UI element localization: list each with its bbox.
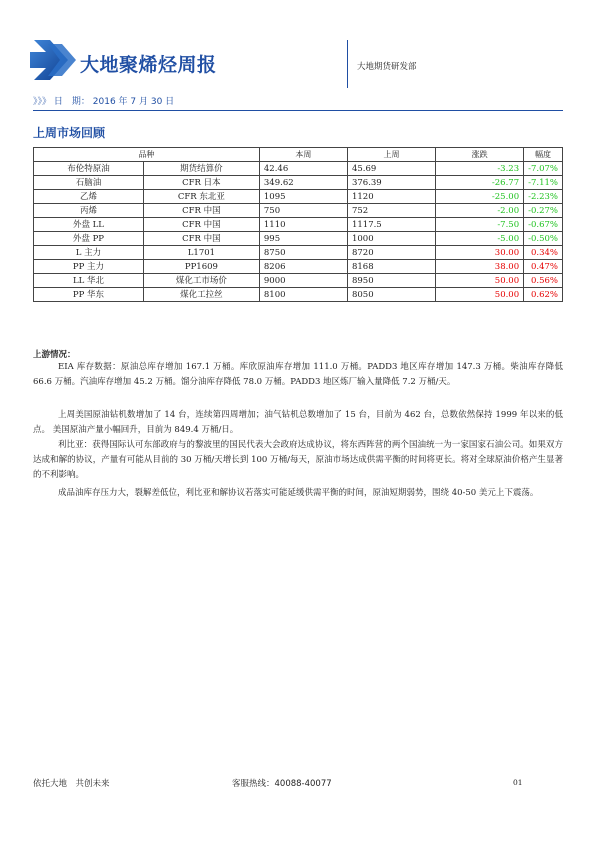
cell-name: 丙烯	[34, 204, 144, 218]
cell-spec: CFR 中国	[143, 232, 259, 246]
cell-last-week: 752	[347, 204, 435, 218]
cell-percent: -0.67%	[524, 218, 563, 232]
cell-change: 38.00	[436, 260, 524, 274]
header-divider	[347, 40, 348, 88]
header-last-week: 上周	[347, 148, 435, 162]
cell-change: -2.00	[436, 204, 524, 218]
report-title: 大地聚烯烃周报	[80, 54, 217, 76]
cell-spec: L1701	[143, 246, 259, 260]
cell-spec: CFR 日本	[143, 176, 259, 190]
cell-this-week: 1110	[259, 218, 347, 232]
header-percent: 幅度	[524, 148, 563, 162]
cell-this-week: 8206	[259, 260, 347, 274]
cell-percent: -2.23%	[524, 190, 563, 204]
table-row	[34, 204, 563, 218]
date-label: 日 期：	[53, 97, 90, 107]
cell-change: 50.00	[436, 288, 524, 302]
cell-spec: CFR 中国	[143, 204, 259, 218]
cell-change: -25.00	[436, 190, 524, 204]
cell-percent: 0.34%	[524, 246, 563, 260]
section-title: 上周市场回顾	[33, 126, 106, 140]
paragraph-libya: 利比亚：获得国际认可东部政府与的黎波里的国民代表大会政府达成协议，将东西阵营的两个国油统一为一家国家石油公司。如果双方达成和解的协议，产量有可能从目前的 30 万桶/天增长到 100 万桶/每天，原油市场达成供需平衡的时间将更长。将对全球原油价格产生显著的不利影响。	[33, 440, 563, 480]
cell-name: L 主力	[34, 246, 144, 260]
cell-last-week: 45.69	[347, 162, 435, 176]
cell-last-week: 1120	[347, 190, 435, 204]
cell-spec: 煤化工市场价	[143, 274, 259, 288]
cell-change: -26.77	[436, 176, 524, 190]
cell-this-week: 9000	[259, 274, 347, 288]
cell-this-week: 42.46	[259, 162, 347, 176]
cell-spec: 煤化工拉丝	[143, 288, 259, 302]
paragraph-eia: EIA 库存数据：原油总库存增加 167.1 万桶。库欣原油库存增加 111.0 万桶。PADD3 地区库存增加 147.3 万桶。柴油库存降低 66.6 万桶。汽油库存增加 45.2 万桶。馏分油库存降低 78.0 万桶。PADD3 地区炼厂输入量降低 7.2 万桶/天。	[33, 362, 563, 387]
cell-last-week: 8050	[347, 288, 435, 302]
cell-percent: 0.56%	[524, 274, 563, 288]
cell-this-week: 1095	[259, 190, 347, 204]
table-row	[34, 176, 563, 190]
cell-last-week: 1117.5	[347, 218, 435, 232]
cell-this-week: 995	[259, 232, 347, 246]
cell-last-week: 376.39	[347, 176, 435, 190]
cell-name: PP 主力	[34, 260, 144, 274]
table-row	[34, 246, 563, 260]
cell-spec: CFR 东北亚	[143, 190, 259, 204]
table-row	[34, 162, 563, 176]
cell-percent: -7.07%	[524, 162, 563, 176]
cell-change: 50.00	[436, 274, 524, 288]
cell-spec: 期货结算价	[143, 162, 259, 176]
header-this-week: 本周	[259, 148, 347, 162]
cell-percent: 0.62%	[524, 288, 563, 302]
cell-percent: 0.47%	[524, 260, 563, 274]
market-review-table	[33, 147, 563, 302]
cell-percent: -0.27%	[524, 204, 563, 218]
header-rule	[33, 110, 563, 111]
date-arrow-icon: 》》》	[33, 97, 52, 107]
department-name: 大地期货研发部	[357, 62, 417, 72]
upstream-heading: 上游情况：	[33, 350, 76, 360]
cell-last-week: 8720	[347, 246, 435, 260]
cell-change: -5.00	[436, 232, 524, 246]
cell-change: -7.50	[436, 218, 524, 232]
page-number: 01	[513, 778, 523, 787]
cell-name: 石脑油	[34, 176, 144, 190]
cell-this-week: 8100	[259, 288, 347, 302]
paragraph-outlook: 成品油库存压力大，裂解差低位，利比亚和解协议若落实可能延缓供需平衡的时间，原油短期弱势，围绕 40-50 美元上下震荡。	[58, 488, 539, 498]
table-row	[34, 232, 563, 246]
cell-name: 外盘 LL	[34, 218, 144, 232]
cell-last-week: 1000	[347, 232, 435, 246]
table-row	[34, 274, 563, 288]
table-row	[34, 218, 563, 232]
header-change: 涨跌	[436, 148, 524, 162]
table-row	[34, 190, 563, 204]
cell-name: LL 华北	[34, 274, 144, 288]
cell-spec: CFR 中国	[143, 218, 259, 232]
cell-percent: -7.11%	[524, 176, 563, 190]
table-row	[34, 288, 563, 302]
table-header-row	[34, 148, 563, 162]
cell-last-week: 8168	[347, 260, 435, 274]
date-value: 2016 年 7 月 30 日	[92, 97, 175, 107]
cell-spec: PP1609	[143, 260, 259, 274]
footer-slogan: 依托大地 共创未来	[33, 779, 110, 789]
cell-change: 30.00	[436, 246, 524, 260]
header-product: 品种	[34, 148, 260, 162]
cell-name: 外盘 PP	[34, 232, 144, 246]
company-logo-icon	[28, 36, 78, 84]
footer-hotline: 客服热线：40088-40077	[232, 779, 332, 789]
cell-change: -3.23	[436, 162, 524, 176]
cell-name: 布伦特原油	[34, 162, 144, 176]
cell-name: PP 华东	[34, 288, 144, 302]
cell-this-week: 349.62	[259, 176, 347, 190]
cell-this-week: 750	[259, 204, 347, 218]
cell-percent: -0.50%	[524, 232, 563, 246]
table-row	[34, 260, 563, 274]
cell-this-week: 8750	[259, 246, 347, 260]
paragraph-rig-count: 上周美国原油钻机数增加了 14 台，连续第四周增加；油气钻机总数增加了 15 台，目前为 462 台，总数依然保持 1999 年以来的低点。 美国原油产量小幅回升，目前为 849.4 万桶/日。	[33, 410, 563, 435]
cell-name: 乙烯	[34, 190, 144, 204]
cell-last-week: 8950	[347, 274, 435, 288]
report-date-row	[33, 94, 174, 107]
